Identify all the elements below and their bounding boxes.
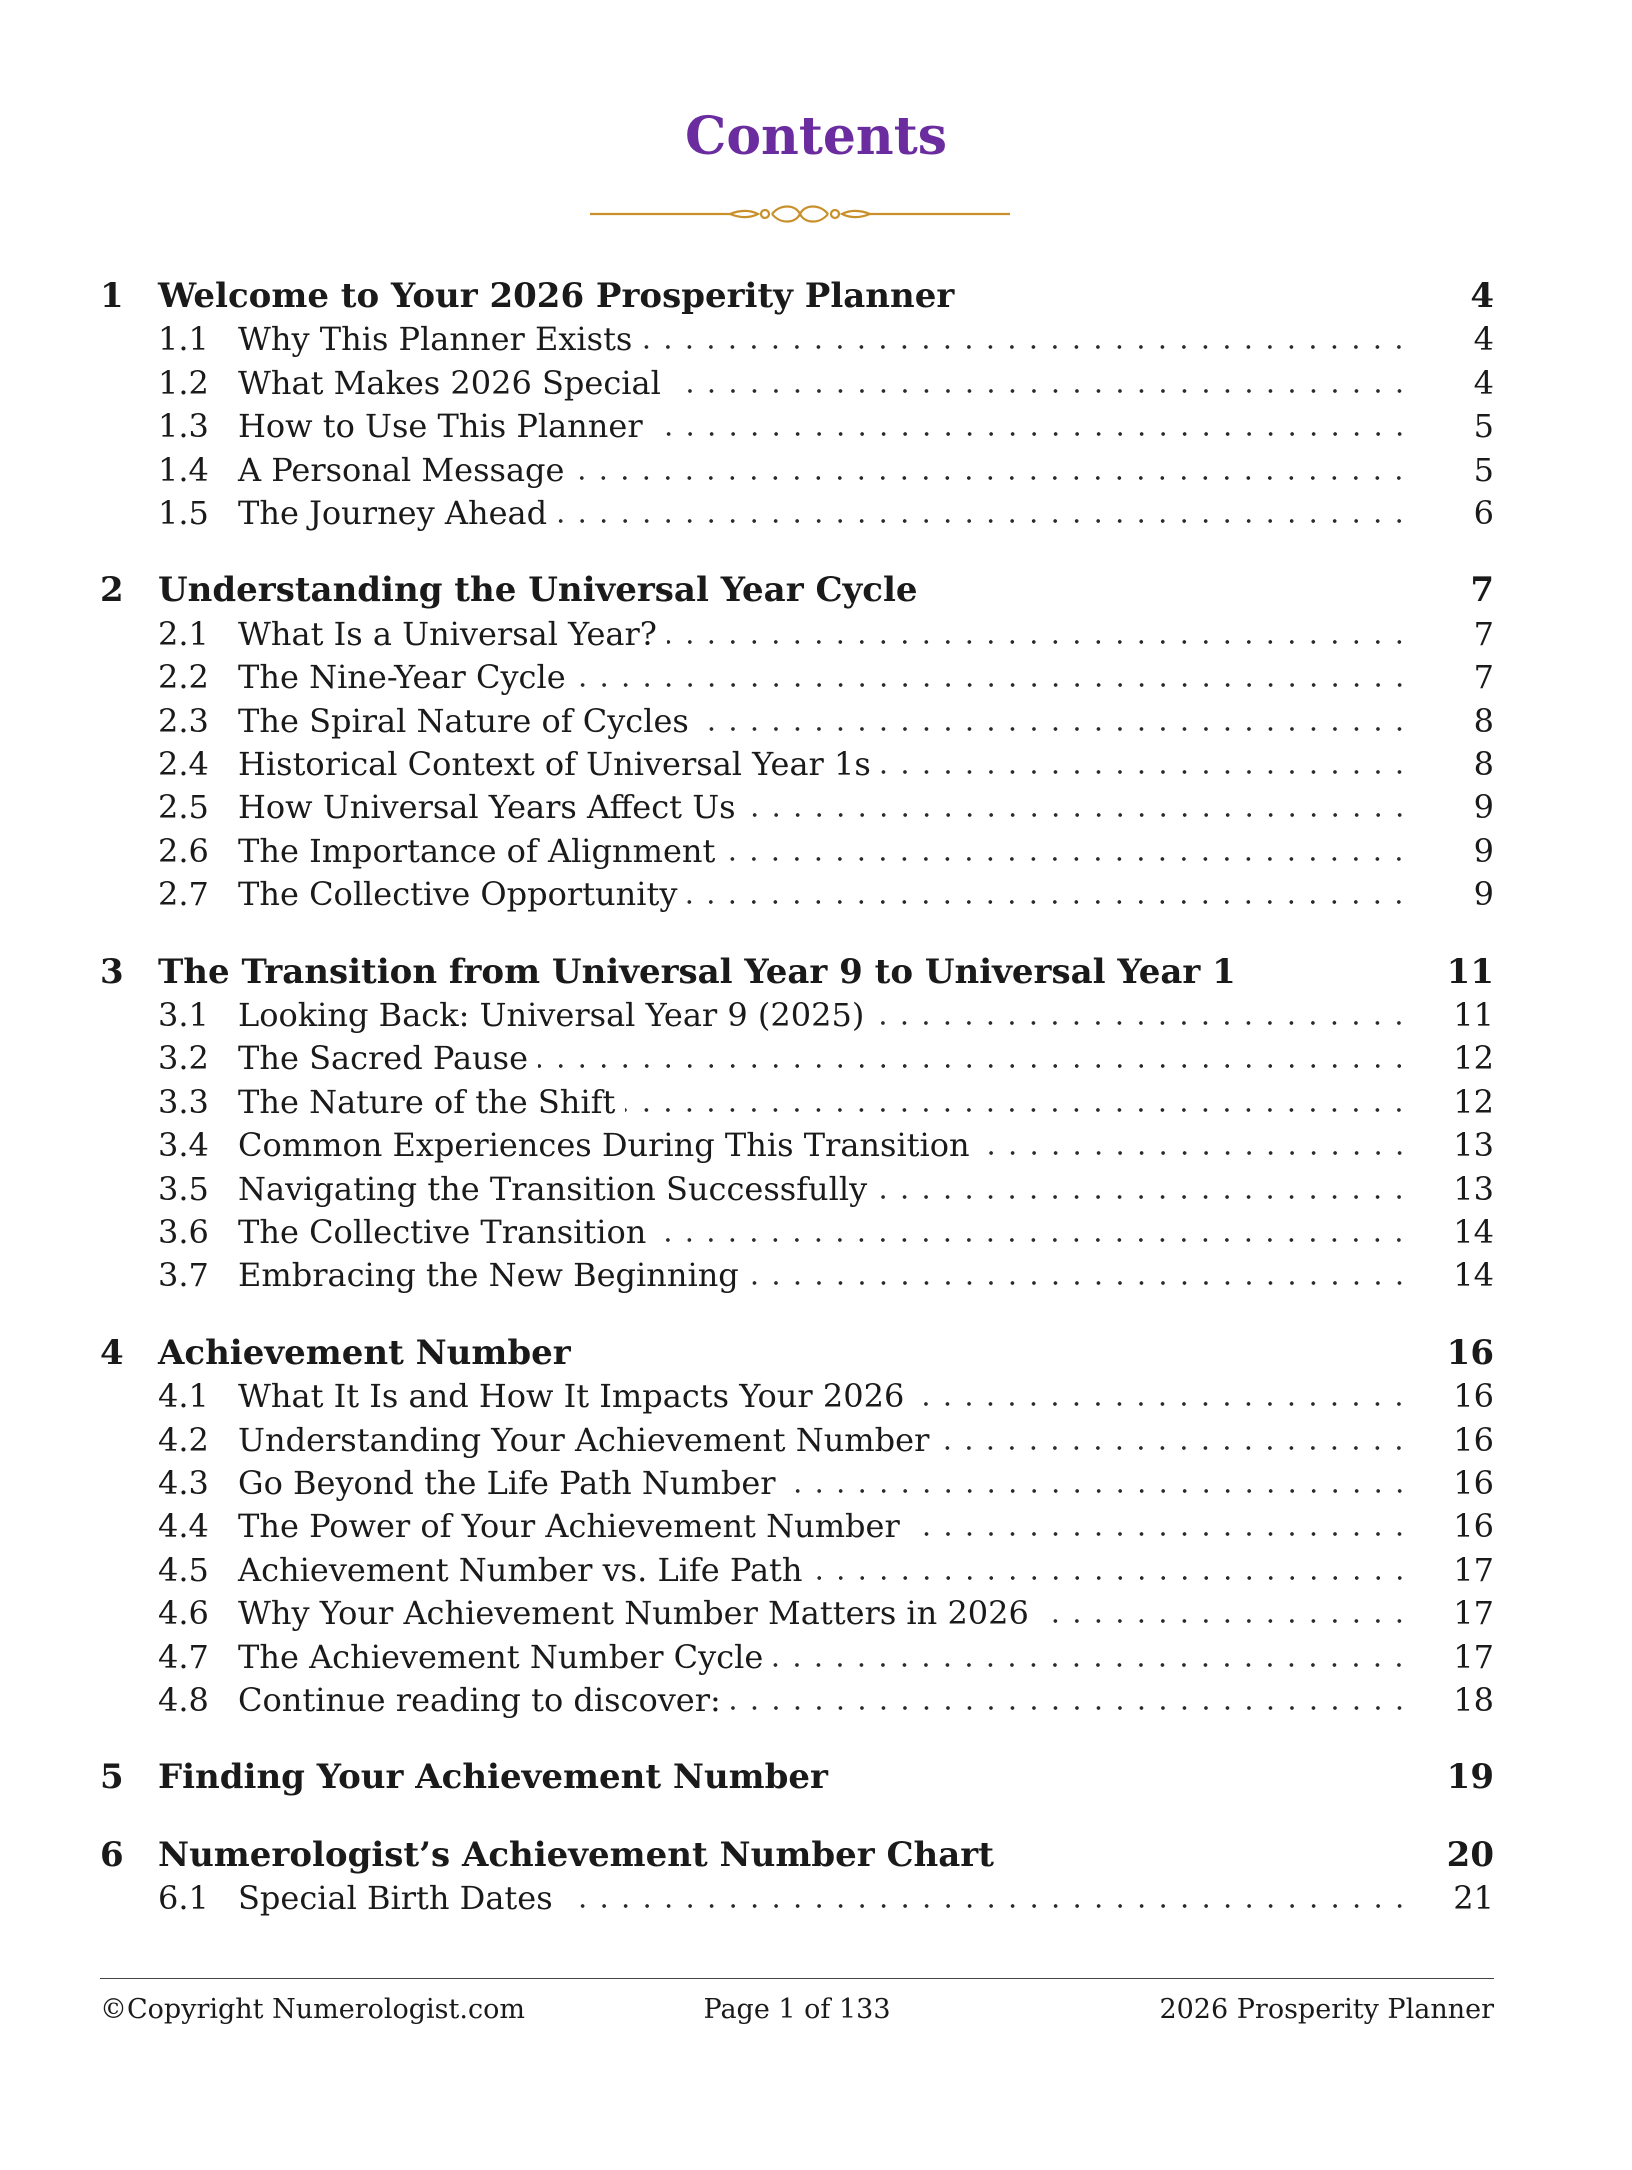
toc-section-entry[interactable] [100,872,1494,916]
footer-divider [100,1978,1494,1979]
section-number: 2.6 [158,831,209,870]
section-title: The Achievement Number Cycle [238,1637,764,1676]
section-title: Go Beyond the Life Path Number [238,1464,776,1502]
dot-leader [699,727,1410,731]
section-title: The Journey Ahead [238,494,548,532]
dot-leader [881,770,1410,774]
toc-section-entry[interactable] [100,361,1494,405]
section-number: 3.5 [158,1169,209,1208]
toc-section-entry[interactable] [100,1210,1494,1254]
section-number: 4.4 [158,1507,209,1546]
section-title: Embracing the New Beginning [238,1256,739,1295]
section-number: 3.6 [158,1213,209,1251]
toc-section-entry[interactable] [100,404,1494,448]
page-footer [100,1994,1494,2030]
dot-leader [557,519,1410,523]
section-number: 2.5 [158,788,209,827]
section-number: 1.3 [158,407,209,446]
dot-leader [731,1706,1410,1710]
dot-leader [625,1108,1410,1112]
section-title: Why This Planner Exists [238,320,633,359]
chapter-title: Finding Your Achievement Number [158,1757,828,1798]
toc-section-entry[interactable] [100,785,1494,829]
section-page-number: 14 [1453,1256,1494,1295]
section-number: 2.7 [158,875,209,914]
section-number: 1.4 [158,450,209,489]
toc-section-entry[interactable] [100,829,1494,873]
section-page-number: 11 [1453,996,1494,1034]
section-page-number: 7 [1473,614,1494,653]
dot-leader [687,900,1410,904]
chapter-number: 4 [100,1332,124,1373]
section-page-number: 12 [1453,1082,1494,1121]
toc-section-entry[interactable] [100,1123,1494,1167]
dot-leader [667,640,1410,644]
section-title: Navigating the Transition Successfully [238,1169,868,1208]
toc-section-entry[interactable] [100,491,1494,535]
chapter-number: 1 [100,276,124,316]
chapter-number: 3 [100,951,124,992]
toc-chapter-entry[interactable] [100,568,1494,612]
chapter-page-number: 7 [1470,570,1494,611]
chapter-title: Numerologist’s Achievement Number Chart [158,1834,994,1875]
section-page-number: 8 [1473,701,1494,740]
section-page-number: 18 [1453,1681,1494,1719]
section-page-number: 12 [1453,1039,1494,1078]
flourish-divider-icon [590,202,1010,226]
section-title: Continue reading to discover: [238,1681,721,1719]
chapter-number: 6 [100,1834,124,1875]
chapter-page-number: 19 [1446,1757,1494,1798]
dot-leader [574,476,1410,480]
dot-leader [1039,1619,1410,1623]
section-title: The Sacred Pause [238,1039,529,1078]
section-page-number: 6 [1473,494,1494,532]
toc-chapter-entry[interactable] [100,274,1494,318]
section-number: 3.1 [158,996,209,1034]
section-title: What Is a Universal Year? [238,614,657,653]
dot-leader [563,1904,1410,1908]
section-page-number: 9 [1473,788,1494,827]
section-page-number: 17 [1453,1637,1494,1676]
dot-leader [749,1281,1410,1285]
section-title: Looking Back: Universal Year 9 (2025) [238,996,865,1034]
section-number: 4.7 [158,1637,209,1676]
toc-chapter-entry[interactable] [100,1755,1494,1799]
toc-section-entry[interactable] [100,1167,1494,1211]
dot-leader [980,1151,1410,1155]
toc-chapter-entry[interactable] [100,1833,1494,1877]
page-title: Contents [684,106,948,167]
section-page-number: 13 [1453,1169,1494,1208]
section-title: The Importance of Alignment [238,831,716,870]
dot-leader [642,345,1410,349]
section-page-number: 14 [1453,1213,1494,1251]
chapter-title: Understanding the Universal Year Cycle [158,570,918,611]
toc-section-entry[interactable] [100,655,1494,699]
toc-section-entry[interactable] [100,1036,1494,1080]
dot-leader [813,1576,1410,1580]
section-number: 4.6 [158,1594,209,1633]
section-page-number: 17 [1453,1550,1494,1589]
footer-page-number: Page 1 of 133 [703,1994,891,2025]
toc-chapter-entry[interactable] [100,1331,1494,1375]
toc-section-entry[interactable] [100,1548,1494,1592]
section-number: 3.4 [158,1126,209,1165]
toc-section-entry[interactable] [100,1418,1494,1462]
section-title: The Power of Your Achievement Number [238,1507,900,1546]
section-page-number: 7 [1473,658,1494,697]
dot-leader [773,1663,1410,1667]
section-page-number: 21 [1453,1879,1494,1918]
dot-leader [538,1064,1410,1068]
chapter-title: The Transition from Universal Year 9 to Universal Year 1 [158,951,1236,992]
footer-document-title: 2026 Prosperity Planner [1159,1994,1494,2025]
section-title: What It Is and How It Impacts Your 2026 [238,1377,905,1416]
section-page-number: 4 [1473,320,1494,359]
dot-leader [914,1402,1410,1406]
section-title: A Personal Message [238,450,565,489]
dot-leader [725,857,1410,861]
dot-leader [910,1532,1410,1536]
section-page-number: 16 [1453,1507,1494,1546]
section-page-number: 16 [1453,1420,1494,1459]
toc-section-entry[interactable] [100,1253,1494,1297]
section-title: How Universal Years Affect Us [238,788,736,827]
section-page-number: 16 [1453,1377,1494,1416]
section-number: 4.2 [158,1420,209,1459]
section-page-number: 5 [1473,450,1494,489]
dot-leader [874,1021,1410,1025]
toc-section-entry[interactable] [100,1504,1494,1548]
section-title: The Spiral Nature of Cycles [238,701,689,740]
section-title: The Nature of the Shift [238,1082,616,1121]
section-page-number: 17 [1453,1594,1494,1633]
dot-leader [576,683,1410,687]
section-title: Understanding Your Achievement Number [238,1420,930,1459]
section-page-number: 8 [1473,745,1494,783]
section-title: Special Birth Dates [238,1879,553,1918]
section-number: 4.5 [158,1550,209,1589]
chapter-page-number: 16 [1446,1332,1494,1373]
chapter-number: 5 [100,1757,124,1798]
section-number: 2.3 [158,701,209,740]
dot-leader [653,432,1410,436]
section-title: Historical Context of Universal Year 1s [238,745,871,783]
chapter-page-number: 4 [1470,276,1494,316]
section-number: 4.1 [158,1377,209,1416]
section-title: How to Use This Planner [238,407,643,446]
section-title: What Makes 2026 Special [238,363,661,402]
dot-leader [786,1489,1410,1493]
chapter-page-number: 20 [1446,1834,1494,1875]
section-number: 1.1 [158,320,209,359]
section-number: 2.2 [158,658,209,697]
section-title: Achievement Number vs. Life Path [238,1550,803,1589]
toc-section-entry[interactable] [100,742,1494,786]
section-number: 1.2 [158,363,209,402]
dot-leader [746,813,1410,817]
footer-copyright: ©Copyright Numerologist.com [100,1994,525,2025]
toc-section-entry[interactable] [100,612,1494,656]
chapter-number: 2 [100,570,124,611]
section-title: Why Your Achievement Number Matters in 2026 [238,1594,1029,1633]
toc-section-entry[interactable] [100,1080,1494,1124]
toc-section-entry[interactable] [100,993,1494,1037]
section-title: The Nine-Year Cycle [238,658,566,697]
dot-leader [671,389,1410,393]
section-title: The Collective Opportunity [238,875,678,914]
section-number: 4.8 [158,1681,209,1719]
section-page-number: 13 [1453,1126,1494,1165]
section-number: 2.1 [158,614,209,653]
toc-section-entry[interactable] [100,1591,1494,1635]
dot-leader [939,1446,1410,1450]
toc-chapter-entry[interactable] [100,950,1494,994]
chapter-title: Achievement Number [158,1332,571,1373]
section-number: 1.5 [158,494,209,532]
section-page-number: 9 [1473,875,1494,914]
section-page-number: 16 [1453,1464,1494,1502]
chapter-title: Welcome to Your 2026 Prosperity Planner [158,276,955,316]
section-number: 4.3 [158,1464,209,1502]
section-page-number: 9 [1473,831,1494,870]
toc-section-entry[interactable] [100,1876,1494,1920]
section-number: 2.4 [158,745,209,783]
chapter-page-number: 11 [1446,951,1494,992]
dot-leader [877,1195,1410,1199]
toc-section-entry[interactable] [100,1635,1494,1679]
section-page-number: 4 [1473,363,1494,402]
section-number: 3.7 [158,1256,209,1295]
section-page-number: 5 [1473,407,1494,446]
section-title: Common Experiences During This Transition [238,1126,970,1165]
toc-section-entry[interactable] [100,699,1494,743]
toc-section-entry[interactable] [100,1374,1494,1418]
toc-section-entry[interactable] [100,448,1494,492]
toc-section-entry[interactable] [100,1678,1494,1722]
section-title: The Collective Transition [238,1213,647,1251]
toc-section-entry[interactable] [100,317,1494,361]
dot-leader [656,1238,1410,1242]
section-number: 3.3 [158,1082,209,1121]
toc-section-entry[interactable] [100,1461,1494,1505]
section-number: 3.2 [158,1039,209,1078]
section-number: 6.1 [158,1879,209,1918]
